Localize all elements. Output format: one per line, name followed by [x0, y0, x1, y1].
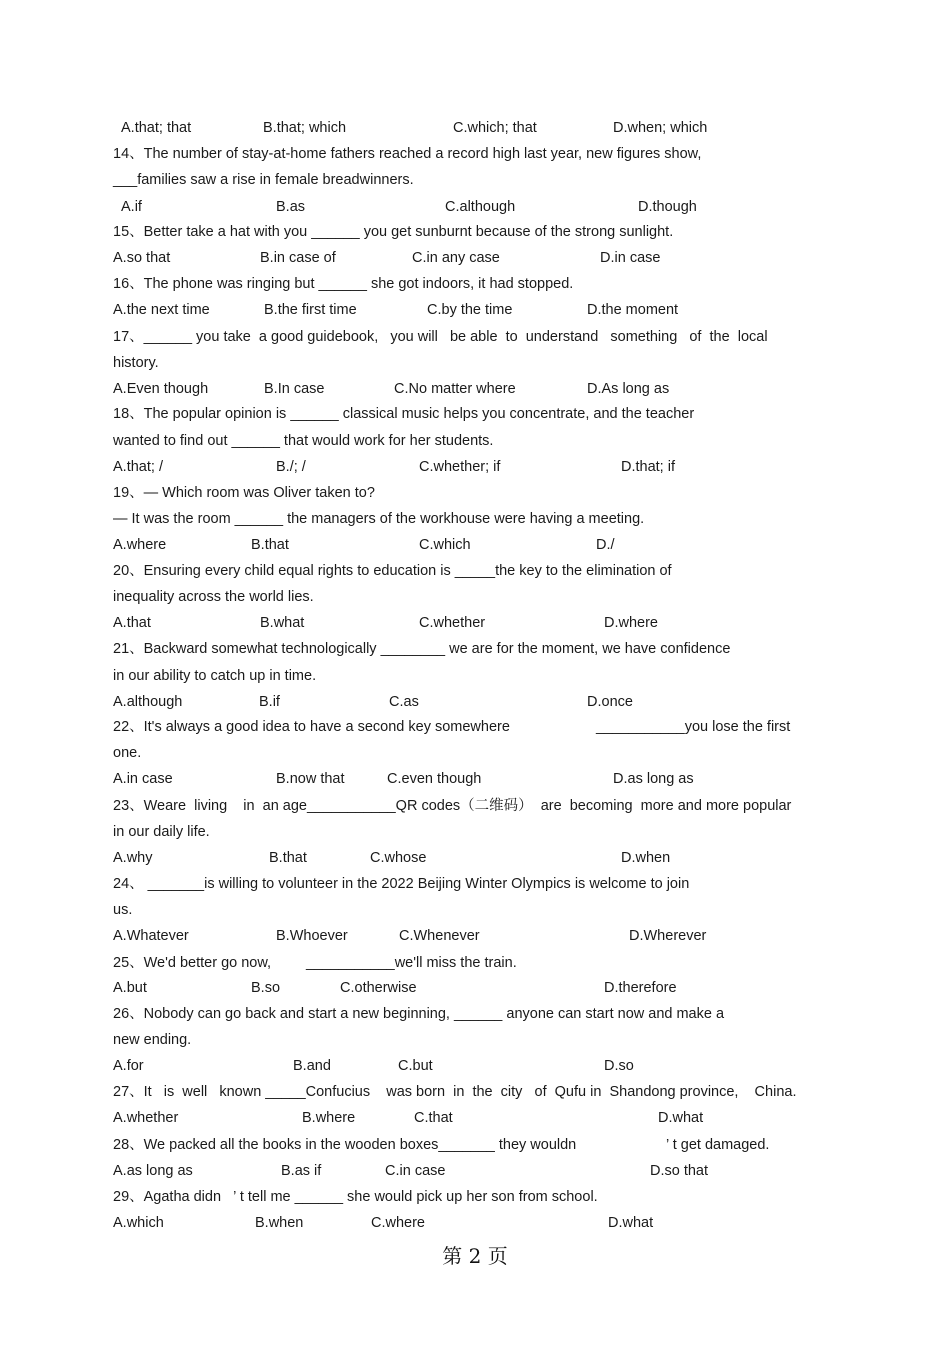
q22-question-blank: ___________you lose the first	[596, 719, 791, 735]
q23-option-c: C.whose	[370, 850, 427, 866]
q14-question: 14、The number of stay-at-home fathers reached a record high last year, new figures show,	[113, 146, 702, 162]
q13-option-c: C.which; that	[453, 120, 537, 136]
page-number: 第 2 页	[442, 1244, 508, 1268]
q26-question: 26、Nobody can go back and start a new beginning, ______ anyone can start now and make a	[113, 1006, 725, 1022]
q28-option-b: B.as if	[281, 1163, 322, 1179]
q17-question-cont: history.	[113, 355, 159, 371]
q25-option-b: B.so	[251, 980, 281, 996]
q26-question-cont: new ending.	[113, 1032, 192, 1048]
q22-option-d: D.as long as	[613, 771, 694, 787]
q27-option-d: D.what	[658, 1110, 704, 1126]
q28-question-cont: ’ t get damaged.	[666, 1137, 770, 1153]
q21-question-cont: in our ability to catch up in time.	[113, 668, 317, 684]
q28-option-a: A.as long as	[113, 1163, 193, 1179]
q15-question: 15、Better take a hat with you ______ you get sunburnt because of the strong sunlight.	[113, 224, 674, 240]
q28-option-c: C.in case	[385, 1163, 446, 1179]
q22-option-c: C.even though	[387, 771, 482, 787]
q15-option-d: D.in case	[600, 250, 661, 266]
q14-option-d: D.though	[638, 199, 697, 215]
q17-question: 17、______ you take a good guidebook, you will be able to understand something of the local	[113, 329, 768, 345]
q19-option-c: C.which	[419, 537, 471, 553]
q26-option-d: D.so	[604, 1058, 634, 1074]
q16-option-d: D.the moment	[587, 302, 679, 318]
q21-question: 21、Backward somewhat technologically ________ we are for the moment, we have confidence	[113, 641, 731, 657]
q29-option-d: D.what	[608, 1215, 654, 1231]
q21-option-a: A.although	[113, 694, 183, 710]
q24-question-cont: us.	[113, 902, 133, 918]
q27-option-c: C.that	[414, 1110, 453, 1126]
q29-option-b: B.when	[255, 1215, 304, 1231]
q25-option-c: C.otherwise	[340, 980, 417, 996]
q21-option-c: C.as	[389, 694, 419, 710]
q27-question: 27、It is well known _____Confucius was born in the city of Qufu in Shandong province, China.	[113, 1084, 797, 1100]
q17-option-d: D.As long as	[587, 381, 670, 397]
q19-option-d: D./	[596, 537, 615, 553]
q17-option-b: B.In case	[264, 381, 325, 397]
q20-question: 20、Ensuring every child equal rights to education is _____the key to the elimination of	[113, 563, 672, 579]
q18-option-c: C.whether; if	[419, 459, 501, 475]
q19-option-b: B.that	[251, 537, 289, 553]
q25-question: 25、We'd better go now,	[113, 955, 272, 971]
q24-option-b: B.Whoever	[276, 928, 348, 944]
q20-option-b: B.what	[260, 615, 305, 631]
q13-option-b: B.that; which	[263, 120, 347, 136]
q16-question: 16、The phone was ringing but ______ she got indoors, it had stopped.	[113, 276, 574, 292]
q22-question: 22、It's always a good idea to have a second key somewhere	[113, 719, 510, 735]
q23-option-a: A.why	[113, 850, 153, 866]
q25-question-blank: ___________we'll miss the train.	[306, 955, 517, 971]
q16-option-a: A.the next time	[113, 302, 210, 318]
q26-option-b: B.and	[293, 1058, 331, 1074]
q22-option-b: B.now that	[276, 771, 345, 787]
q29-option-a: A.which	[113, 1215, 164, 1231]
q27-option-b: B.where	[302, 1110, 356, 1126]
q23-question: 23、Weare living in an age___________QR codes（二维码） are becoming more and more popular	[113, 798, 792, 814]
q19-question-cont: — It was the room ______ the managers of the workhouse were having a meeting.	[113, 511, 645, 527]
q29-option-c: C.where	[371, 1215, 425, 1231]
q25-option-a: A.but	[113, 980, 147, 996]
q18-option-a: A.that; /	[113, 459, 163, 475]
q20-option-a: A.that	[113, 615, 151, 631]
q16-option-b: B.the first time	[264, 302, 357, 318]
q25-option-d: D.therefore	[604, 980, 677, 996]
q28-question: 28、We packed all the books in the wooden boxes_______ they wouldn	[113, 1137, 577, 1153]
q13-option-a: A.that; that	[121, 120, 192, 136]
q23-question-cont: in our daily life.	[113, 824, 210, 840]
q14-option-b: B.as	[276, 199, 306, 215]
q24-question: 24、 _______is willing to volunteer in the 2022 Beijing Winter Olympics is welcome to join	[113, 876, 690, 892]
q19-option-a: A.where	[113, 537, 167, 553]
q14-option-a: A.if	[121, 199, 142, 215]
q15-option-b: B.in case of	[260, 250, 336, 266]
q26-option-c: C.but	[398, 1058, 433, 1074]
q24-option-a: A.Whatever	[113, 928, 189, 944]
q28-option-d: D.so that	[650, 1163, 709, 1179]
q26-option-a: A.for	[113, 1058, 144, 1074]
q20-option-d: D.where	[604, 615, 658, 631]
q14-question-cont: ___families saw a rise in female breadwinners.	[113, 172, 414, 188]
q21-option-b: B.if	[259, 694, 280, 710]
q29-question: 29、Agatha didn ’ t tell me ______ she would pick up her son from school.	[113, 1189, 598, 1205]
q24-option-d: D.Wherever	[629, 928, 707, 944]
q19-question: 19、— Which room was Oliver taken to?	[113, 485, 375, 501]
q27-option-a: A.whether	[113, 1110, 179, 1126]
q22-option-a: A.in case	[113, 771, 173, 787]
q18-option-b: B./; /	[276, 459, 306, 475]
q13-option-d: D.when; which	[613, 120, 708, 136]
q17-option-c: C.No matter where	[394, 381, 516, 397]
q20-option-c: C.whether	[419, 615, 486, 631]
q18-option-d: D.that; if	[621, 459, 675, 475]
q23-option-b: B.that	[269, 850, 307, 866]
q23-option-d: D.when	[621, 850, 671, 866]
q20-question-cont: inequality across the world lies.	[113, 589, 314, 605]
q22-question-cont: one.	[113, 745, 142, 761]
q15-option-a: A.so that	[113, 250, 171, 266]
q16-option-c: C.by the time	[427, 302, 513, 318]
q18-question-cont: wanted to find out ______ that would work for her students.	[113, 433, 494, 449]
q17-option-a: A.Even though	[113, 381, 209, 397]
q24-option-c: C.Whenever	[399, 928, 480, 944]
q18-question: 18、The popular opinion is ______ classical music helps you concentrate, and the teacher	[113, 406, 695, 422]
q21-option-d: D.once	[587, 694, 633, 710]
q15-option-c: C.in any case	[412, 250, 500, 266]
q14-option-c: C.although	[445, 199, 516, 215]
